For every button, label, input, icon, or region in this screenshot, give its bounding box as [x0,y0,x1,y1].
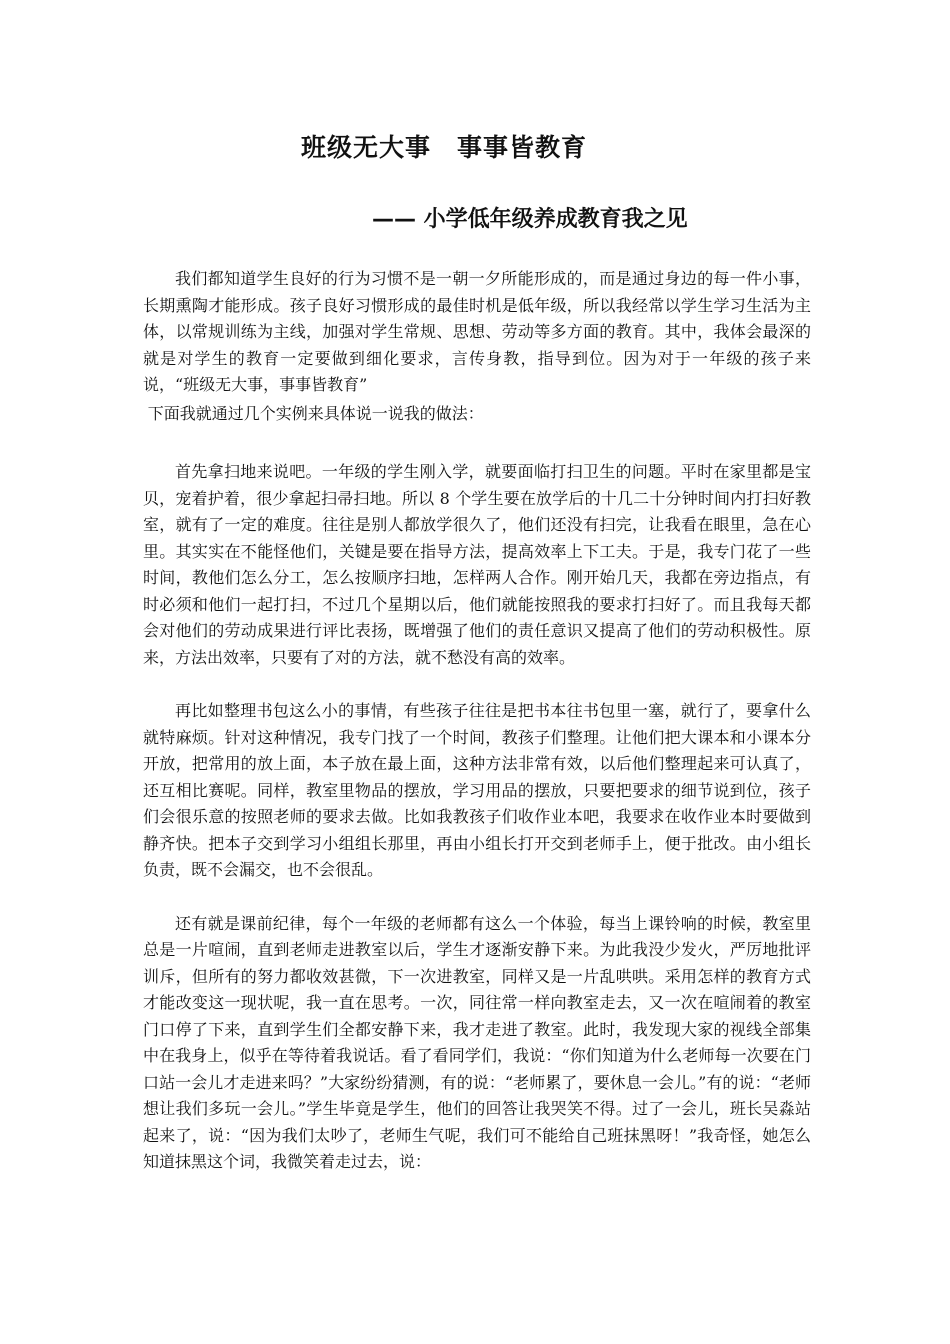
paragraph-schoolbag: 再比如整理书包这么小的事情，有些孩子往往是把书本往书包里一塞，就行了，要拿什么就特麻烦。针对这种情况，我专门找了一个时间，教孩子们整理。让他们把大课本和小课本分开放，把常用的放上面，本子放在最上面，这种方法非常有效，以后他们整理起来可认真了，还互相比赛呢。同样，教室里物品的摆放，学习用品的摆放，只要把要求的细节说到位，孩子们会很乐意的按照老师的要求去做。比如我教孩子们收作业本吧，我要求在收作业本时要做到静齐快。把本子交到学习小组组长那里，再由小组长打开交到老师手上，便于批改。由小组长负责，既不会漏交，也不会很乱。 [143,701,811,879]
document-subtitle: —— 小学低年级养成教育我之见 [372,207,688,232]
paragraph-sweeping: 首先拿扫地来说吧。一年级的学生刚入学，就要面临打扫卫生的问题。平时在家里都是宝贝，宠着护着，很少拿起扫帚扫地。所以 8 个学生要在放学后的十几二十分钟时间内打扫好教室，就有了一定的难度。往往是别人都放学很久了，他们还没有扫完，让我看在眼里，急在心里。其实实在不能怪他们，关键是要在指导方法，提高效率上下工夫。于是，我专门花了一些时间，教他们怎么分工，怎么按顺序扫地，怎样两人合作。刚开始几天，我都在旁边指点，有时必须和他们一起打扫，不过几个星期以后，他们就能按照我的要求打扫好了。而且我每天都会对他们的劳动成果进行评比表扬，既增强了他们的责任意识又提高了他们的劳动积极性。原来，方法出效率，只要有了对的方法，就不愁没有高的效率。 [143,462,811,667]
paragraph-lead-in: 下面我就通过几个实例来具体说一说我的做法： [147,403,484,423]
paragraph-intro: 我们都知道学生良好的行为习惯不是一朝一夕所能形成的，而是通过身边的每一件小事，长期熏陶才能形成。孩子良好习惯形成的最佳时机是低年级，所以我经常以学生学习生活为主体，以常规训练为主线，加强对学生常规、思想、劳动等多方面的教育。其中，我体会最深的就是对学生的教育一定要做到细化要求，言传身教，指导到位。因为对于一年级的孩子来说，“班级无大事，事事皆教育” [143,269,811,394]
document-body [143,266,811,1176]
document-title: 班级无大事 事事皆教育 [300,133,587,162]
paragraph-discipline: 还有就是课前纪律，每个一年级的老师都有这么一个体验，每当上课铃响的时候，教室里总是一片喧闹，直到老师走进教室以后，学生才逐渐安静下来。为此我没少发火，严厉地批评训斥，但所有的努力都收效甚微，下一次进教室，同样又是一片乱哄哄。采用怎样的教育方式才能改变这一现状呢，我一直在思考。一次，同往常一样向教室走去，又一次在喧闹着的教室门口停了下来，直到学生们全都安静下来，我才走进了教室。此时，我发现大家的视线全部集中在我身上，似乎在等待着我说话。看了看同学们，我说：“你们知道为什么老师每一次要在门口站一会儿才走进来吗？”大家纷纷猜测，有的说：“老师累了，要休息一会儿。”有的说：“老师想让我们多玩一会儿。”学生毕竟是学生，他们的回答让我哭笑不得。过了一会儿，班长吴淼站起来了，说：“因为我们太吵了，老师生气呢，我们可不能给自己班抹黑呀！”我奇怪，她怎么知道抹黑这个词，我微笑着走过去，说： [143,913,811,1171]
